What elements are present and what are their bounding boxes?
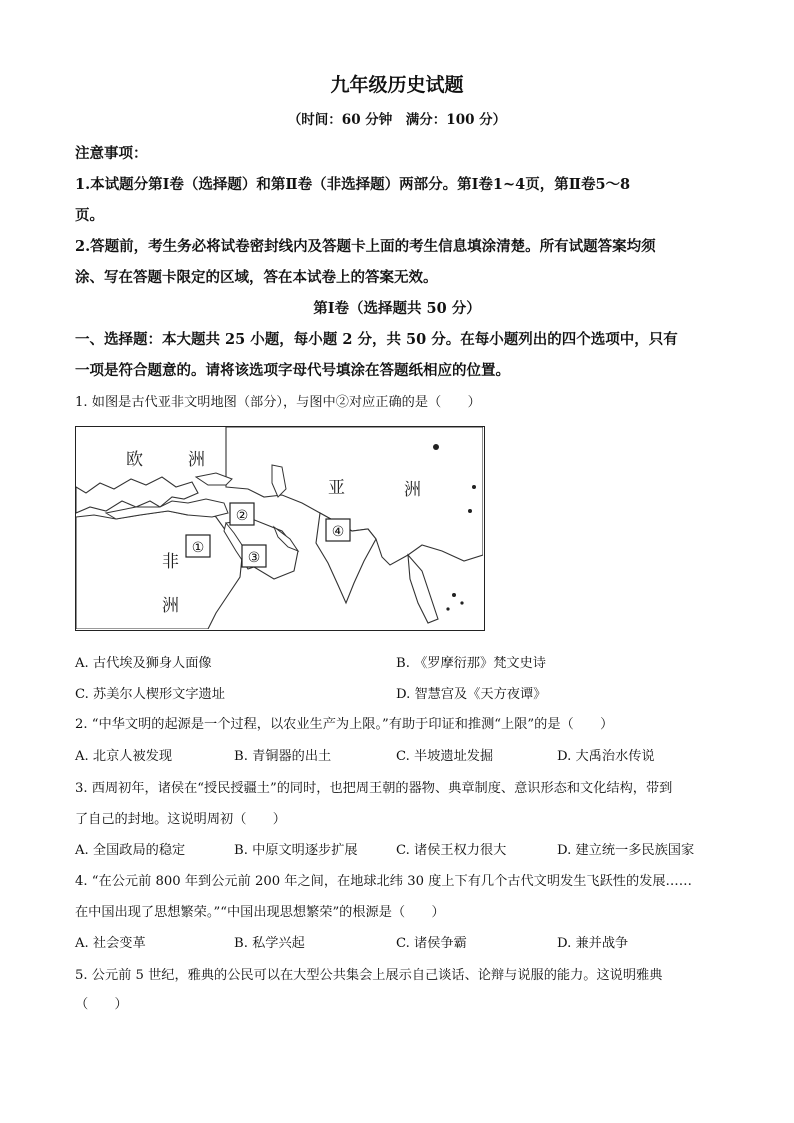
q1-option-c: C. 苏美尔人楔形文字遗址 [75, 687, 225, 702]
asia-africa-map [75, 426, 485, 631]
map-label-europe-2: 洲 [188, 450, 205, 470]
q2-option-c: C. 半坡遗址发掘 [396, 749, 494, 764]
map-drawing [76, 427, 483, 629]
map-marker-3 [242, 545, 266, 567]
q1-option-b: B. 《罗摩衍那》梵文史诗 [396, 656, 546, 671]
map-label-asia-2: 洲 [404, 480, 421, 500]
map-marker-2 [230, 503, 254, 525]
exam-title: 九年级历史试题 [330, 74, 464, 96]
section-instructions-line-2: 一项是符合题意的。请将该选项字母代号填涂在答题纸相应的位置。 [75, 362, 510, 379]
map-marker-4 [326, 519, 350, 541]
q3-option-a: A. 全国政局的稳定 [75, 843, 186, 858]
map-marker-1 [186, 535, 210, 557]
indochina-land [408, 555, 438, 623]
q3-stem-line-2: 了自己的封地。这说明周初（ ） [75, 812, 286, 827]
q3-option-d: D. 建立统一多民族国家 [557, 843, 695, 858]
map-label-europe-1: 欧 [126, 450, 143, 470]
section-instructions-line-1: 一、选择题：本大题共 25 小题，每小题 2 分，共 50 分。在每小题列出的四个选项中，只有 [75, 331, 678, 348]
note-2-line-1: 2.答题前，考生务必将试卷密封线内及答题卡上面的考生信息填涂清楚。所有试题答案均须 [75, 238, 656, 255]
q2-option-d: D. 大禹治水传说 [557, 749, 655, 764]
q3-option-b: B. 中原文明逐步扩展 [234, 843, 358, 858]
q1-option-a: A. 古代埃及狮身人面像 [75, 656, 212, 671]
svg-text:②: ② [235, 508, 249, 524]
map-label-africa-1: 非 [162, 552, 179, 572]
svg-text:③: ③ [247, 550, 261, 566]
q3-stem-line-1: 3. 西周初年，诸侯在“授民授疆土”的同时，也把周王朝的器物、典章制度、意识形态和文化结构，带到 [75, 781, 673, 796]
q4-option-c: C. 诸侯争霸 [396, 936, 467, 951]
note-1-line-2: 页。 [75, 207, 104, 224]
section-title: 第Ⅰ卷（选择题共 50 分） [313, 300, 481, 317]
svg-text:④: ④ [331, 524, 345, 540]
note-1-line-1: 1.本试题分第Ⅰ卷（选择题）和第Ⅱ卷（非选择题）两部分。第Ⅰ卷1~4页，第Ⅱ卷5～8 [75, 176, 631, 193]
q4-stem-line-2: 在中国出现了思想繁荣。”“中国出现思想繁荣”的根源是（ ） [75, 905, 445, 920]
q4-option-b: B. 私学兴起 [234, 936, 305, 951]
q4-option-a: A. 社会变革 [75, 936, 146, 951]
q2-stem: 2. “中华文明的起源是一个过程，以农业生产为上限。”有助于印证和推测“上限”的是（ ） [75, 717, 614, 732]
map-label-africa-2: 洲 [162, 596, 179, 616]
q4-stem-line-1: 4. “在公元前 800 年到公元前 200 年之间，在地球北纬 30 度上下有几个古代文明发生飞跃性的发展…… [75, 874, 692, 889]
q1-stem: 1. 如图是古代亚非文明地图（部分），与图中②对应正确的是（ ） [75, 395, 481, 410]
map-label-asia-1: 亚 [328, 478, 345, 498]
q5-stem-line-2: （ ） [75, 997, 128, 1012]
q2-option-a: A. 北京人被发现 [75, 749, 173, 764]
notes-heading: 注意事项： [75, 145, 148, 162]
q4-option-d: D. 兼并战争 [557, 936, 629, 951]
svg-text:①: ① [191, 540, 205, 556]
africa-land [76, 509, 242, 629]
q3-option-c: C. 诸侯王权力很大 [396, 843, 507, 858]
q1-option-d: D. 智慧宫及《天方夜谭》 [396, 687, 547, 702]
note-2-line-2: 涂、写在答题卡限定的区域，答在本试卷上的答案无效。 [75, 269, 438, 286]
q2-option-b: B. 青铜器的出土 [234, 749, 332, 764]
exam-subtitle: （时间：60 分钟 满分：100 分） [287, 112, 507, 128]
q5-stem-line-1: 5. 公元前 5 世纪，雅典的公民可以在大型公共集会上展示自己谈话、论辩与说服的能力。这说明雅典 [75, 968, 663, 983]
